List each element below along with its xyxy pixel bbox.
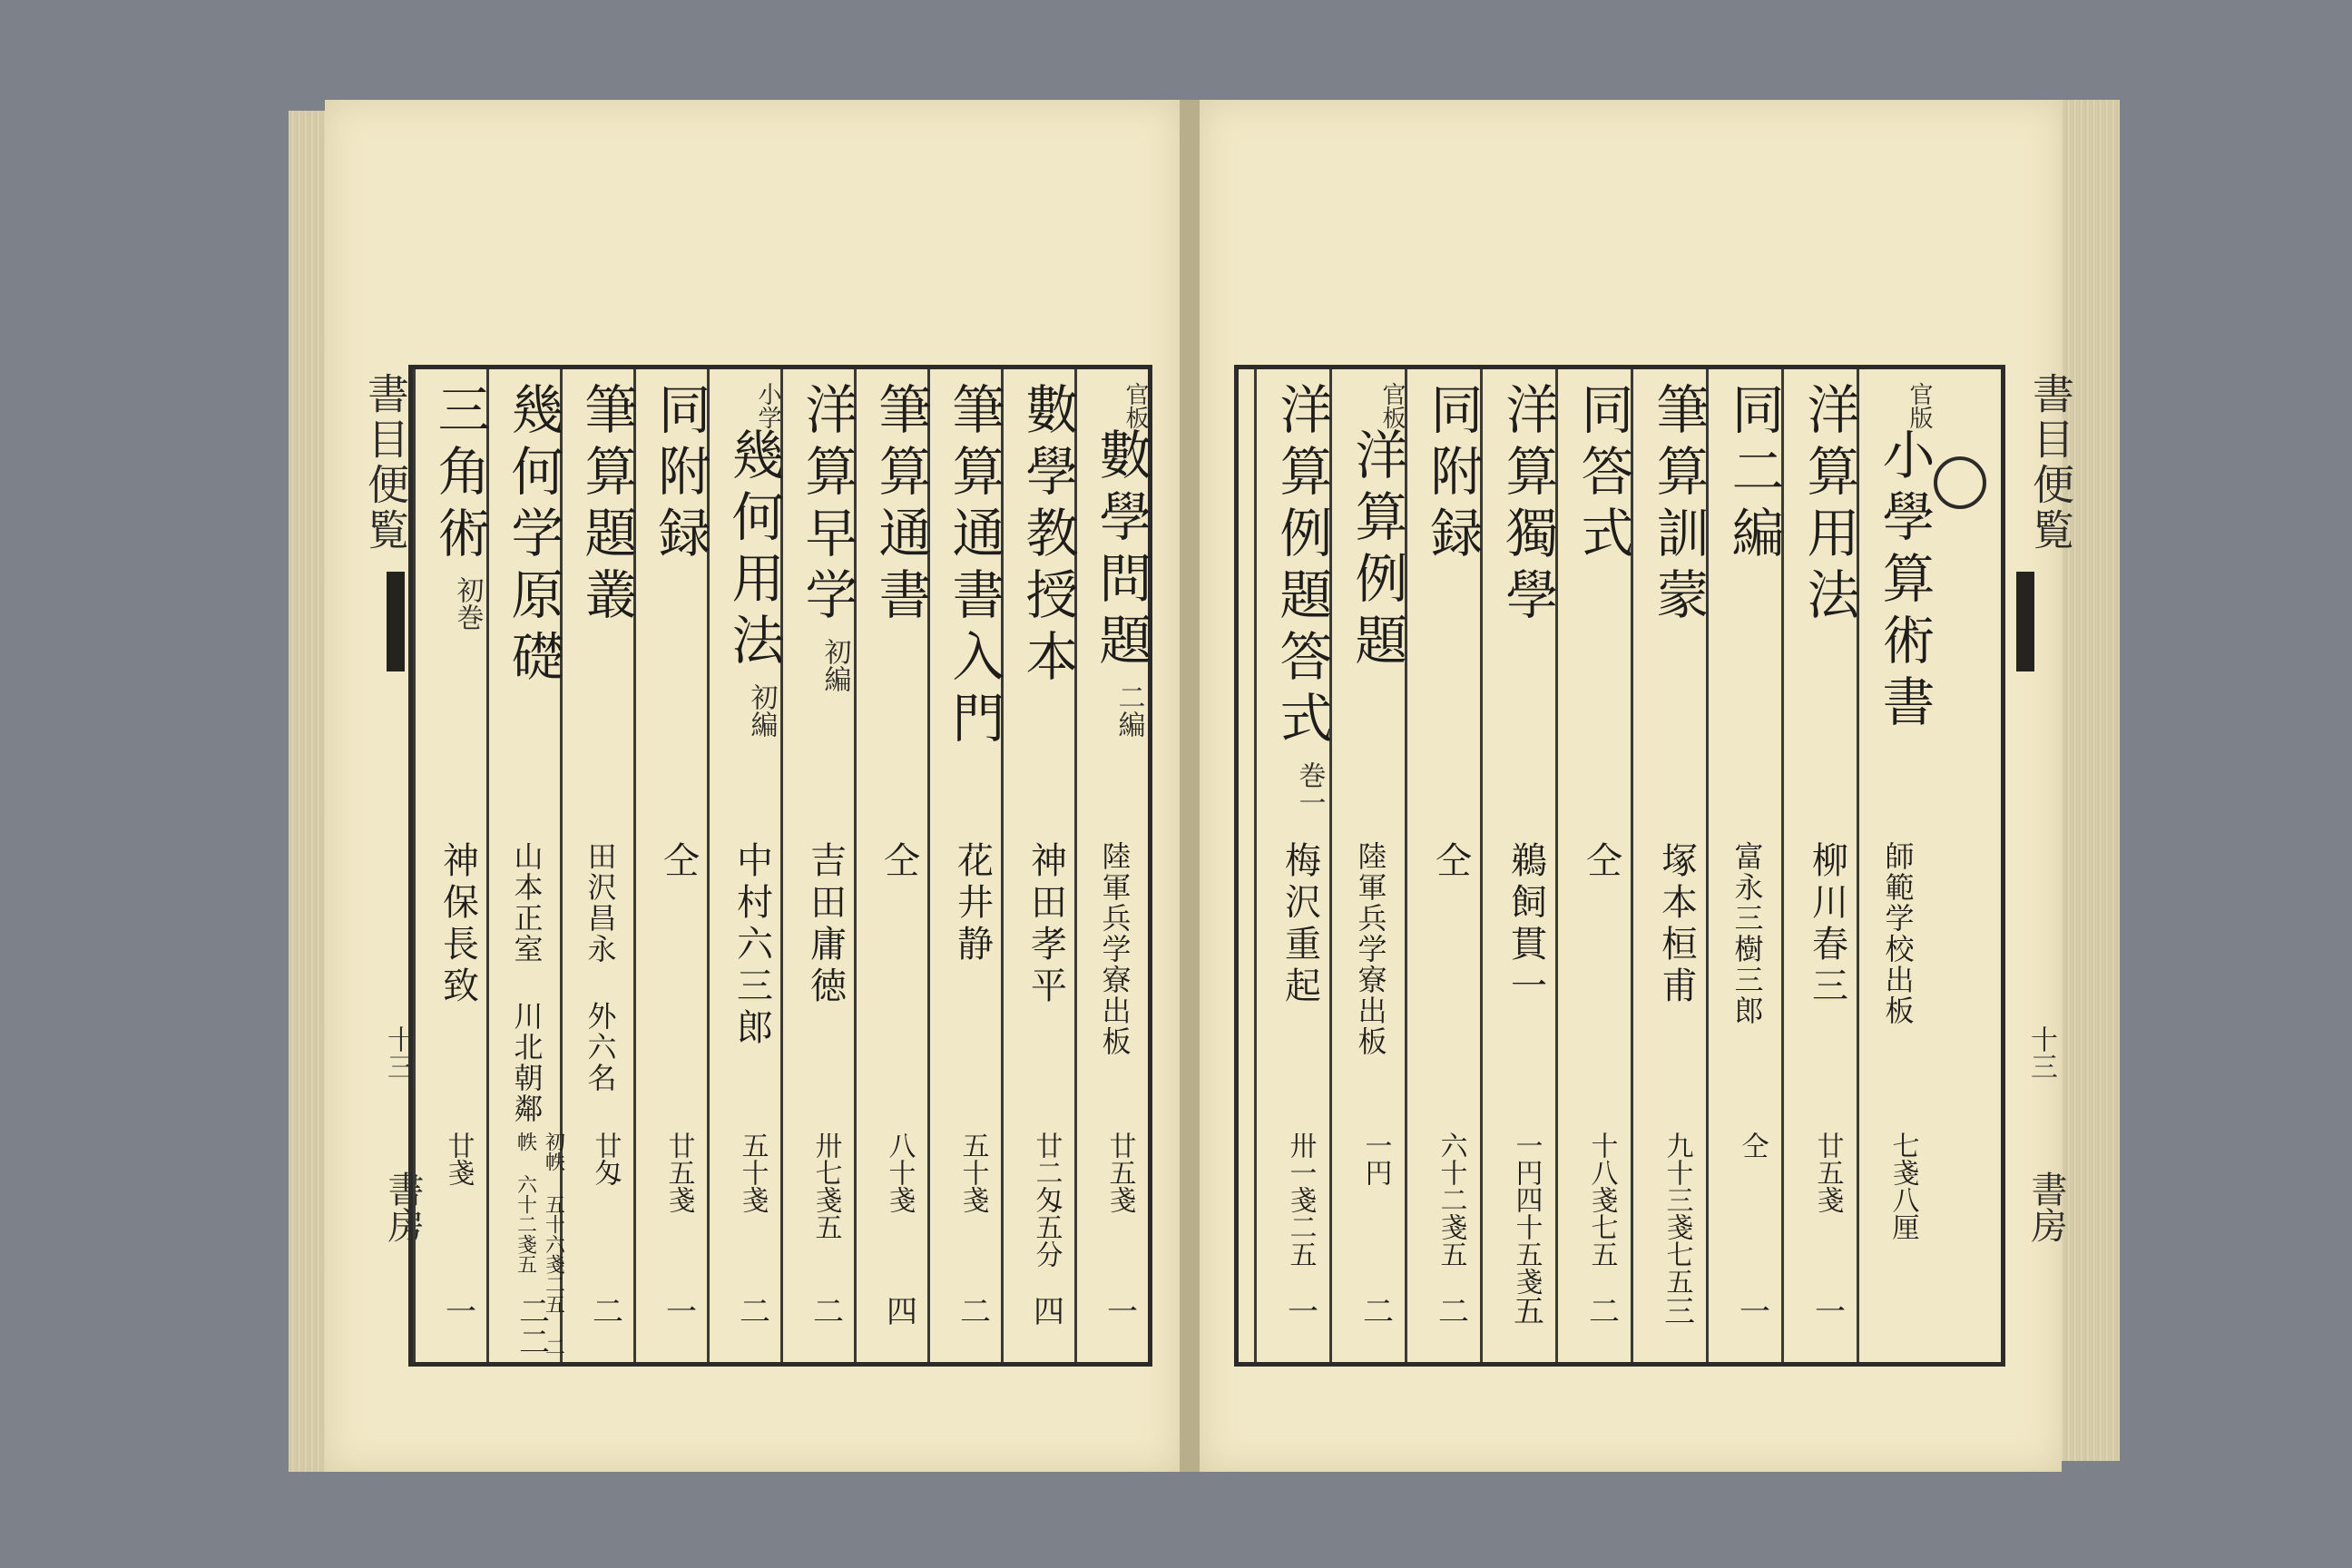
catalog-entry xyxy=(1254,369,1333,1362)
entry-author: 神保長致 xyxy=(436,841,479,1008)
entry-author: 山本正室 川北朝鄰 xyxy=(509,841,544,1124)
entry-header-label: 官板 xyxy=(1378,382,1406,429)
entry-price: 仝 xyxy=(1736,1132,1769,1159)
entry-subtitle: 初編 xyxy=(745,683,778,738)
entry-volume-count: 一 xyxy=(1101,1295,1138,1326)
entry-title: 筆算訓蒙 xyxy=(1647,382,1710,629)
left-margin-shop: 書房 xyxy=(382,1171,424,1243)
open-book xyxy=(289,100,2120,1479)
entry-subtitle: 二編 xyxy=(1112,683,1145,738)
entry-title: 筆算通書 xyxy=(869,382,932,629)
entry-author: 富永三樹三郎 xyxy=(1730,841,1765,1026)
entry-subtitle: 初編 xyxy=(818,638,851,692)
entry-price: 一円四十五戔 xyxy=(1510,1132,1543,1295)
entry-author: 田沢昌永 外六名 xyxy=(583,841,618,1093)
entry-volume-count: 二 xyxy=(1432,1295,1469,1326)
entry-price: 廿二匁五分 xyxy=(1030,1132,1063,1268)
entry-author: 花井静 xyxy=(951,841,994,966)
right-margin-page: 十三 xyxy=(2025,1025,2057,1080)
right-page xyxy=(1200,100,2075,1472)
right-spine-mark xyxy=(2016,572,2034,671)
entry-author: 中村六三郎 xyxy=(730,841,773,1050)
entry-volume-count: 二 xyxy=(733,1295,770,1326)
entry-author: 塚本桓甫 xyxy=(1655,841,1698,1008)
entry-title: 筆算題叢 xyxy=(575,382,638,629)
entry-author: 陸軍兵学寮出板 xyxy=(1097,841,1132,1057)
right-margin-title: 書目便覧 xyxy=(2026,372,2075,554)
entry-author: 仝 xyxy=(877,841,920,883)
right-frame xyxy=(1234,365,2005,1367)
entry-author: 吉田庸徳 xyxy=(804,841,847,1008)
left-margin-page: 十三 xyxy=(382,1025,414,1080)
entry-price: 一円 xyxy=(1359,1132,1392,1186)
entry-volume-count: 二 xyxy=(1583,1295,1620,1326)
entry-header-label: 官板 xyxy=(1122,382,1149,429)
entry-author: 師範学校出板 xyxy=(1880,841,1916,1026)
entry-volume-count: 二 xyxy=(954,1295,991,1326)
catalog-entry xyxy=(1857,369,1936,1362)
catalog-entry xyxy=(1706,369,1785,1362)
entry-title: 數學問題 xyxy=(1090,427,1152,674)
entry-volume-count: 四 xyxy=(1027,1295,1064,1326)
entry-title: 洋算例題答式 xyxy=(1270,382,1333,752)
entry-price: 七戔八厘 xyxy=(1886,1132,1919,1240)
entry-volume-count: 二 xyxy=(807,1295,844,1326)
entry-author: 仝 xyxy=(657,841,700,883)
entry-author: 鵜飼貫一 xyxy=(1504,841,1547,1008)
entry-volume-count: 四 xyxy=(880,1295,917,1326)
entry-volume-count: 五 xyxy=(1507,1295,1544,1326)
entry-volume-count: 一 xyxy=(1733,1295,1770,1326)
entry-volume-count: 一 xyxy=(1281,1295,1318,1326)
entry-title: 小學算術書 xyxy=(1873,427,1936,736)
entry-title: 筆算通書入門 xyxy=(943,382,1005,752)
entry-price: 卅一戔二五 xyxy=(1284,1132,1317,1268)
catalog-entry xyxy=(1555,369,1634,1362)
catalog-entry xyxy=(1405,369,1484,1362)
entry-price: 五十戔 xyxy=(736,1132,769,1213)
catalog-entry xyxy=(1781,369,1860,1362)
entry-price: 廿匁 xyxy=(589,1132,622,1186)
entry-price: 九十三戔七五 xyxy=(1661,1132,1693,1295)
catalog-entry xyxy=(413,369,491,1362)
right-page-edges xyxy=(2058,100,2120,1461)
entry-header-label: 官版 xyxy=(1906,382,1933,429)
entry-title: 洋算獨學 xyxy=(1496,382,1559,629)
left-margin-title: 書目便覧 xyxy=(361,372,410,554)
entry-price: 廿五戔 xyxy=(1811,1132,1844,1213)
entry-title: 同二編 xyxy=(1722,382,1785,567)
entry-author: 神田孝平 xyxy=(1024,841,1067,1008)
entry-title: 同附録 xyxy=(1421,382,1484,567)
entry-subtitle: 巻一 xyxy=(1293,761,1326,816)
entry-author: 梅沢重起 xyxy=(1279,841,1321,1008)
entry-author: 陸軍兵学寮出板 xyxy=(1353,841,1388,1057)
entry-volume-count: 二 xyxy=(586,1295,623,1326)
catalog-entry xyxy=(1631,369,1710,1362)
entry-price: 廿戔 xyxy=(442,1132,475,1186)
entry-title: 洋算早学 xyxy=(796,382,858,629)
entry-volume-count: 三 xyxy=(1658,1295,1695,1326)
catalog-entry xyxy=(1480,369,1559,1362)
entry-title: 數學教授本 xyxy=(1016,382,1079,691)
entry-title: 三角術 xyxy=(428,382,491,567)
entry-author: 仝 xyxy=(1580,841,1622,883)
entry-price: 初帙 五十六戔二五 二帙 六十二戔五 xyxy=(514,1132,565,1357)
entry-price: 八十戔 xyxy=(883,1132,916,1213)
entry-price: 六十二戔五 xyxy=(1435,1132,1467,1268)
left-page xyxy=(325,100,1180,1472)
entry-author: 仝 xyxy=(1429,841,1472,883)
entry-price: 卅七戔五 xyxy=(809,1132,842,1240)
entry-title: 同附録 xyxy=(649,382,711,567)
entry-author: 柳川春三 xyxy=(1806,841,1848,1008)
entry-title: 洋算例題 xyxy=(1346,427,1408,674)
entry-price: 廿五戔 xyxy=(1103,1132,1136,1213)
entry-subtitle: 初巻 xyxy=(451,576,484,631)
left-spine-mark xyxy=(387,572,405,671)
left-frame xyxy=(408,365,1152,1367)
entry-price: 十八戔七五 xyxy=(1585,1132,1618,1268)
entry-price: 五十戔 xyxy=(956,1132,989,1213)
entry-title: 幾何用法 xyxy=(722,427,785,674)
entry-title: 洋算用法 xyxy=(1798,382,1860,629)
entry-price: 廿五戔 xyxy=(662,1132,695,1213)
entry-title: 幾何学原礎 xyxy=(502,382,564,691)
right-margin-shop: 書房 xyxy=(2025,1171,2067,1243)
entry-volume-count: 一 xyxy=(660,1295,697,1326)
entry-volume-count: 二 xyxy=(1357,1295,1394,1326)
catalog-entry xyxy=(1329,369,1408,1362)
entry-title: 同答式 xyxy=(1572,382,1634,567)
entry-volume-count: 二二 xyxy=(513,1295,550,1357)
entry-header-label: 小学 xyxy=(754,382,781,429)
entry-volume-count: 一 xyxy=(439,1295,476,1326)
entry-volume-count: 一 xyxy=(1808,1295,1846,1326)
gutter xyxy=(1180,100,1200,1472)
